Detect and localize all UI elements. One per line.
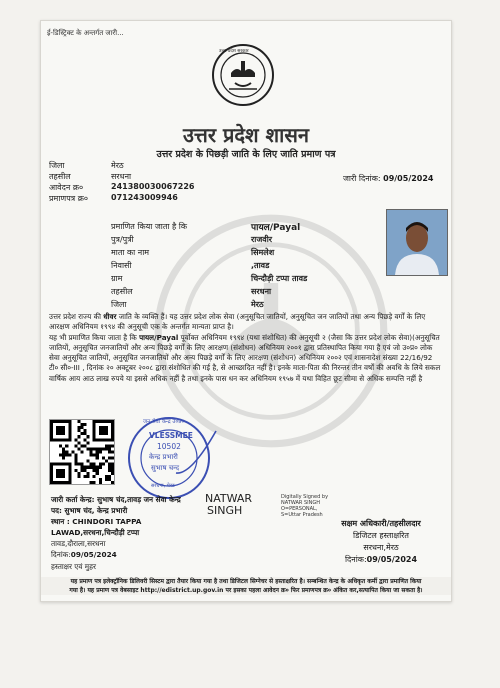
issuer-seal-note: हस्ताक्षर एवं मुहर [51,562,96,571]
certificate-no-value: 071243009946 [111,193,178,202]
officer-place: सरधना,मेरठ [363,543,399,552]
emblem-label: उत्तर प्रदेश सरकार [219,49,249,54]
footer-line-1: यह प्रमाण पत्र इलेक्ट्रॉनिक डिलिवरी सिस्टम द्वारा तैयार किया गया है तथा डिजिटल सिग्नेचर से हस्ताक्षरित है। सम्बन्धित केन्द्र के अधिकृत कर्मी द्वारा प्रमाणित किया [70,578,422,585]
application-no-label: आवेदन क्र० [49,183,84,192]
father-label: पुत्र/पुत्री [111,235,134,244]
applicant-photo [386,209,448,276]
issue-date-value: 09/05/2024 [383,174,434,183]
issuer-place-3: तावड,दौराला,सरधना [51,539,106,548]
district-value: मेरठ [111,161,124,170]
digital-signature-note [281,494,328,518]
body-text-2a: यह भी प्रमाणित किया जाता है कि [49,332,140,342]
detail-tehsil-label: तहसील [111,287,133,296]
stamp-code: VLESSMEE [149,431,193,440]
village-label: ग्राम [111,274,123,283]
digital-signature-name [205,493,252,517]
body-text-2b: पूर्वोक्त अधिनियम १९९४ (यथा संशोधित) की अनुसूची २ (जैसा कि उत्तर प्रदेश लोक सेवा)(अनुसूचित जातियों, अनुसूचित जनजातियों और अन्य पिछड़े वर्गों के लिए आरक्षण (संशोधन) अधिनियम २००१ द्वारा प्रतिस्थापित किया गया है एवं जो उ०प्र० लोक सेवा अनुसूचित जातियों, अनुसूचित जनजातियों और अन्य पिछड़े वर्गों के लिए आरक्षण (संशोधन) अधिनियम २००२ एवं शासनादेश संख्या 22/16/92 टी० सी०-III , दिनांक २० अक्टूबर २००८ द्वारा संशोधित की गई है, से आच्छादित नहीं है। इनके माता-पिता की निरन्तर तीन वर्षों की अवधि के लिये सकल वार्षिक आय आठ लाख रुपये या इससे अधिक नहीं है तथा इनके पास धन कर अधिनियम १९५७ में यथा विहित छूट सीमा से अधिक सम्पत्ति नहीं है [49,332,441,383]
resident-value: ,तावड [251,261,270,270]
officer-title: सक्षम अधिकारी/तहसीलदार [341,519,421,528]
stamp-ring-top: जन सेवा केन्द्र उ०प्र० [143,419,185,425]
stamp-line2: सुभाष चन्द [151,464,180,472]
stamp-ring-bottom: सरधना, मेरठ [151,483,175,489]
issue-date [343,173,434,184]
officer-digital: डिजिटल हस्ताक्षरित [353,531,409,540]
officer-date-label: दिनांक: [344,555,367,564]
signer-last-name: SINGH [207,504,243,517]
detail-district-label: जिला [111,300,127,309]
district-label: जिला [49,161,65,170]
resident-label: निवासी [111,261,132,270]
certificate-no-label: प्रमाणपत्र क्र० [49,194,88,203]
page-title: उत्तर प्रदेश शासन [183,123,309,147]
village-value: चिन्दौड़ी टप्पा तावड [251,274,308,283]
issuer-place-1: स्थान : CHINDORI TAPPA [51,517,142,526]
issue-date-label: जारी दिनांक: [343,174,381,183]
applicant-portrait-icon [387,210,447,275]
body-text-1a: उत्तर प्रदेश राज्य की [49,312,104,321]
page-subtitle: उत्तर प्रदेश के पिछड़ी जाति के लिए जाति प्रमाण पत्र [156,149,336,160]
signature-note-4: S=Uttar Pradesh [281,512,323,518]
issuer-date [51,550,117,560]
issuer-centre: जारी कर्ता केन्द्र: सुभाष चंद,तावड़ जन सेवा केन्द्र [51,495,181,504]
signature-note-1: Digitally Signed by [281,494,329,500]
mother-label: माता का नाम [111,248,150,257]
issuer-date-value: 09/05/2024 [70,550,117,559]
top-note: ई-डिस्ट्रिक्ट के अन्तर्गत जारी... [47,29,124,37]
footer-note [41,577,451,595]
father-value: राजवीर [251,235,273,244]
body-name-value: पायल/Payal [139,332,179,342]
stamp-number: 10502 [157,442,181,451]
certificate-sheet [40,20,452,602]
tehsil-label: तहसील [49,172,71,181]
stamp-line1: केन्द्र प्रभारी [149,453,178,461]
tehsil-value: सरधना [111,172,132,181]
certificate-body [49,312,443,384]
signer-first-name: NATWAR [205,492,253,505]
certified-label: प्रमाणित किया जाता है कि [111,222,188,231]
mother-value: सिमलेश [251,248,275,257]
caste-value: धीवर [103,312,117,321]
applicant-name-value: पायल/Payal [251,223,301,233]
issuer-post: पद: सुभाष चंद, केन्द्र प्रभारी [51,506,128,515]
issuer-date-label: दिनांक: [51,550,71,559]
issuer-place-2: LAWAD,सरधना,चिन्दौड़ी टप्पा [51,528,140,537]
application-no-value: 241380030067226 [111,182,195,191]
officer-date [311,554,451,565]
signature-note-3: O=PERSONAL, [281,506,318,512]
officer-date-value: 09/05/2024 [366,555,418,564]
signature-note-2: NATWAR SINGH [281,500,321,506]
detail-district-value: मेरठ [251,300,264,309]
body-text-1b: जाति के व्यक्ति हैं। यह उत्तर प्रदेश लोक सेवा (अनुसूचित जातियों, अनुसूचित जन जातियों तथा अन्य पिछड़े वर्गों के लिए आरक्षण अधिनियम १९९४ की अनुसूची एक के अन्तर्गत मान्यता प्राप्त है। [49,312,426,332]
footer-line-2: गया है। यह प्रमाण पत्र वेबसाइट http://edistrict.up.gov.in पर इसका पहला आवेदन क्र० फिर प्रमाणपत्र क्र० अंकित कर,सत्यापित किया जा सकता है। [69,587,423,594]
detail-tehsil-value: सरधना [251,287,272,296]
verification-qr-code[interactable] [49,419,115,485]
